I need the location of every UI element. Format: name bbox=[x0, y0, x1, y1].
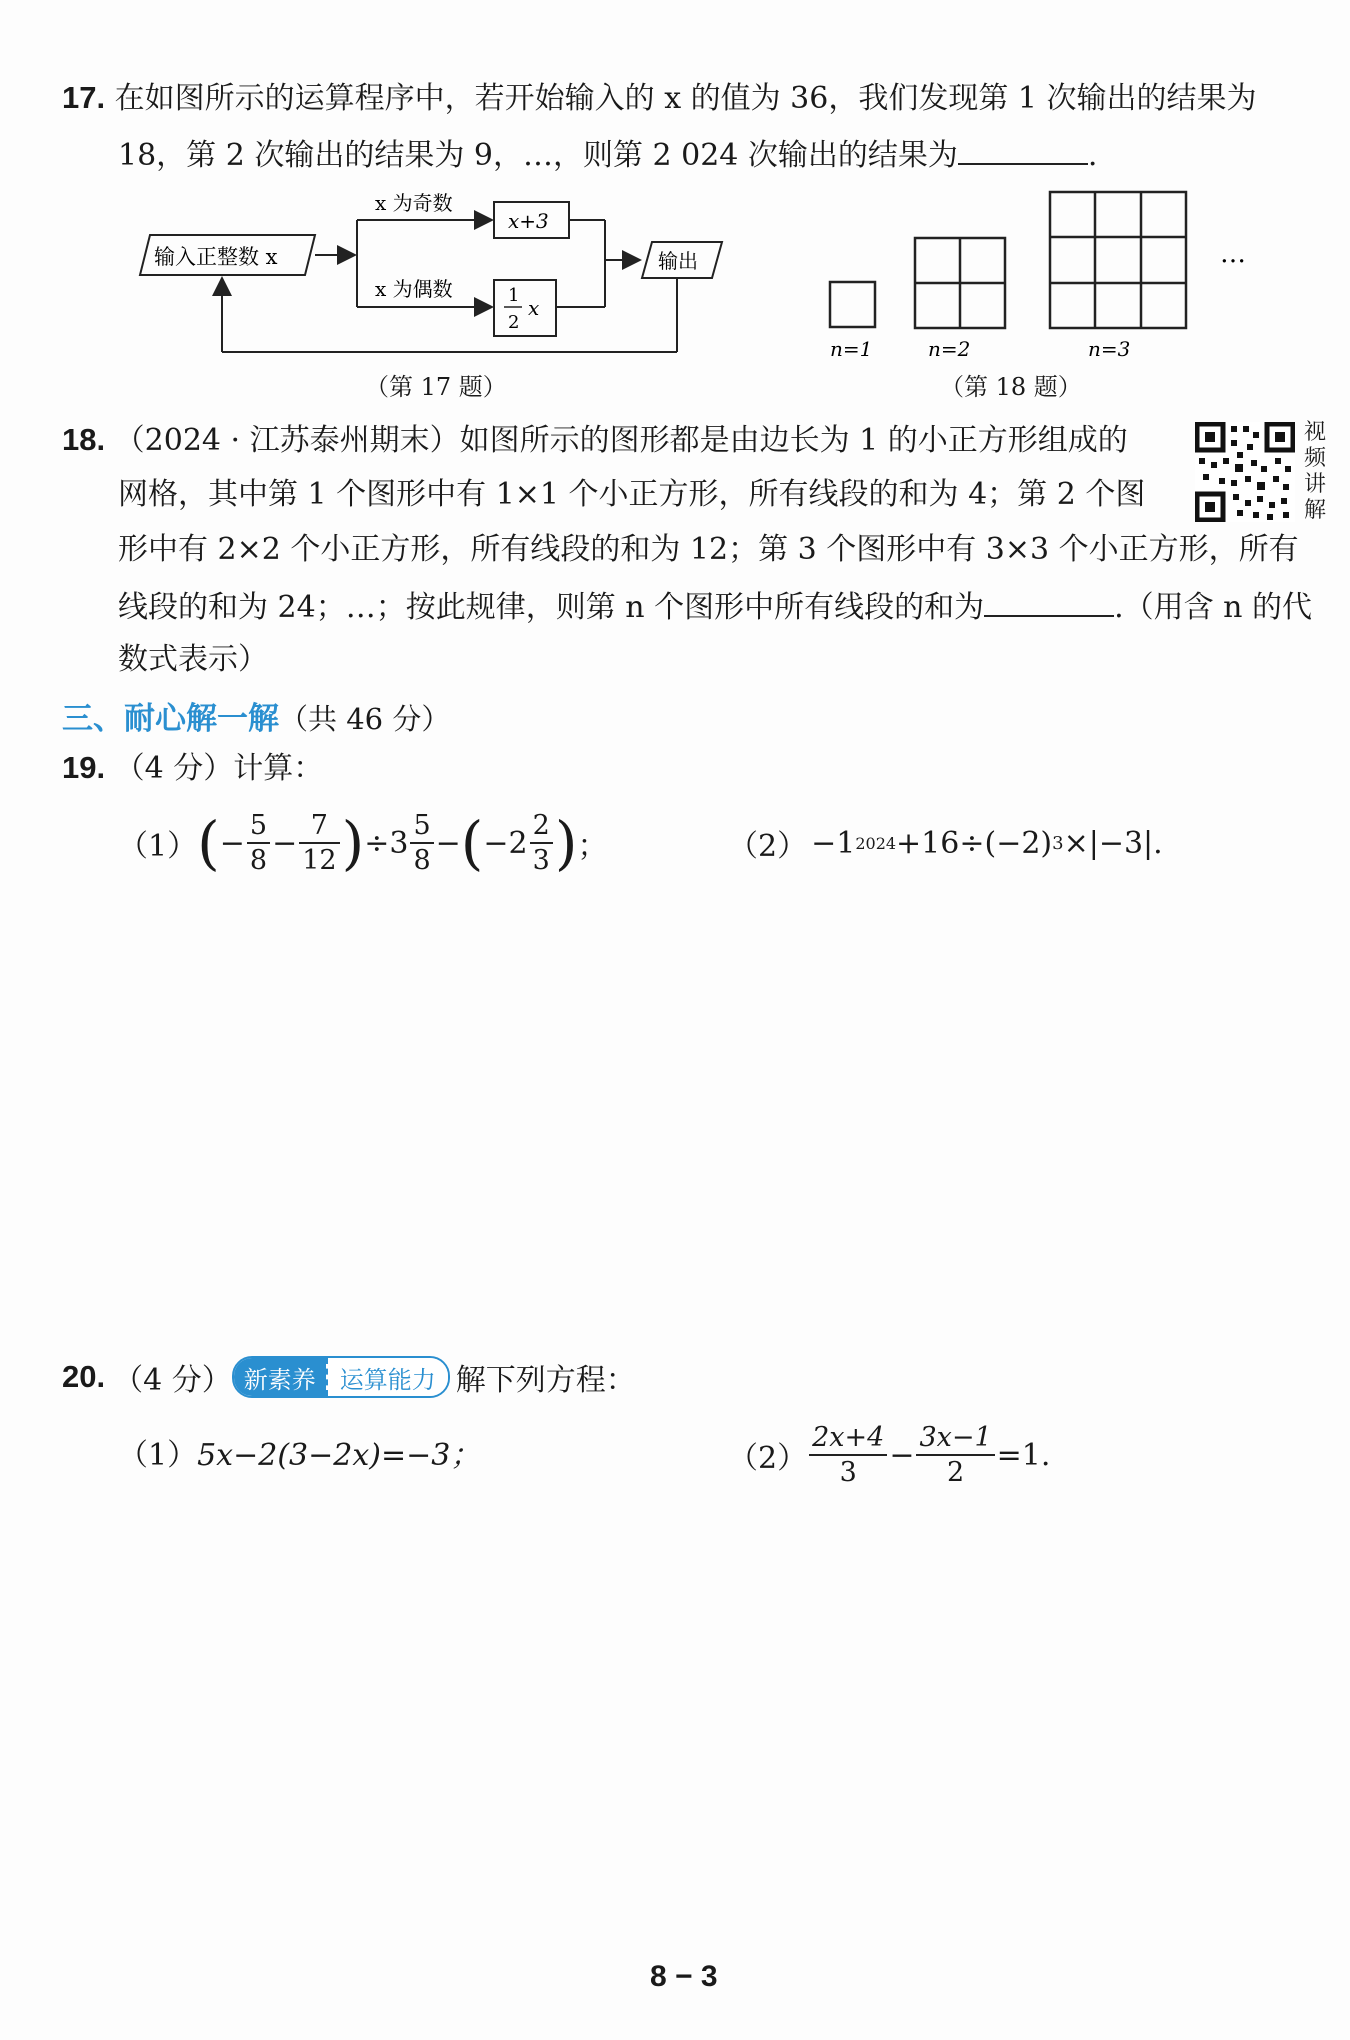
q19-p2-exp2: 3 bbox=[1052, 832, 1064, 854]
grid-n1 bbox=[830, 282, 875, 327]
q19-p1-frac2: $\frac{7}{12}$ bbox=[299, 812, 339, 874]
q19-p1-minus2: − bbox=[272, 825, 298, 861]
q19-p1-minus3: − bbox=[435, 825, 461, 861]
q20-p2-frac1: $\frac{2x+4}{3}$ bbox=[809, 1424, 887, 1486]
section3-header bbox=[62, 693, 450, 738]
q19-p1-inner: −2 bbox=[483, 825, 528, 861]
page-number: 8 − 3 bbox=[650, 1960, 718, 1993]
paren-open: ( bbox=[197, 809, 220, 877]
flow-even-var: x bbox=[528, 296, 540, 320]
qr-code-icon[interactable] bbox=[1195, 422, 1295, 522]
q20-head-pre: （4 分） bbox=[113, 1363, 232, 1398]
grid-label-n3: n=3 bbox=[1088, 337, 1131, 361]
q20-p1-eq: 5x−2(3−2x)=−3； bbox=[197, 1438, 481, 1473]
q19-p1-frac4: $\frac{2}{3}$ bbox=[530, 812, 553, 874]
q19-p2-c: ×|−3|. bbox=[1063, 825, 1163, 861]
q17-period: . bbox=[1087, 138, 1098, 173]
paren-close-2: ) bbox=[554, 809, 578, 877]
q19-p1-minus: − bbox=[219, 825, 245, 861]
q19-number: 19. bbox=[62, 750, 106, 785]
grid-n2 bbox=[915, 238, 1005, 328]
q19-p1-frac3: $\frac{5}{8}$ bbox=[410, 812, 433, 874]
q20-p2-minus: − bbox=[889, 1437, 915, 1473]
q20-p2-end: =1. bbox=[996, 1437, 1051, 1473]
q20-part2 bbox=[728, 1418, 1050, 1492]
q19-p1-label: （1） bbox=[118, 829, 198, 864]
q18-answer-blank[interactable] bbox=[984, 585, 1114, 617]
q20-p2-label: （2） bbox=[728, 1441, 808, 1476]
q19-p2-exp: 2024 bbox=[855, 833, 897, 853]
q18-text-line4-tail: .（用含 n 的代 bbox=[1114, 590, 1313, 625]
q19-p2-a: −1 bbox=[811, 825, 856, 861]
q19-head: （4 分）计算： bbox=[114, 751, 324, 786]
q18-line1 bbox=[62, 420, 1128, 461]
q18-number: 18. bbox=[62, 422, 106, 457]
badge-new-literacy: 新素养 bbox=[234, 1358, 326, 1396]
grid-label-n1: n=1 bbox=[830, 337, 873, 361]
qr-label: 视频讲解 bbox=[1303, 420, 1326, 523]
q17-caption: （第 17 题） bbox=[365, 373, 507, 401]
q17-answer-blank[interactable] bbox=[958, 133, 1088, 165]
flow-even-num: 1 bbox=[508, 285, 520, 306]
q19-heading bbox=[62, 748, 323, 789]
q17-line1 bbox=[62, 78, 1257, 119]
q18-caption: （第 18 题） bbox=[940, 373, 1082, 401]
q18-text-line3: 形中有 2×2 个小正方形，所有线段的和为 12；第 3 个图形中有 3×3 个小正方形，所有 bbox=[118, 532, 1299, 567]
q18-text-line2: 网格，其中第 1 个图形中有 1×1 个小正方形，所有线段的和为 4；第 2 个图 bbox=[118, 477, 1146, 512]
q20-number: 20. bbox=[62, 1359, 106, 1394]
q19-p1-frac1: $\frac{5}{8}$ bbox=[247, 812, 270, 874]
q20-head-post: 解下列方程： bbox=[455, 1363, 636, 1398]
paren-close: ) bbox=[341, 809, 365, 877]
q17-text-line1: 在如图所示的运算程序中，若开始输入的 x 的值为 36，我们发现第 1 次输出的结果为 bbox=[114, 81, 1257, 116]
q18-text-line5: 数式表示） bbox=[118, 642, 268, 677]
q17-number: 17. bbox=[62, 80, 106, 115]
grid-ellipsis: … bbox=[1220, 239, 1246, 269]
q17-line2 bbox=[118, 133, 1097, 176]
q18-text-line1: （2024 · 江苏泰州期末）如图所示的图形都是由边长为 1 的小正方形组成的 bbox=[114, 423, 1128, 458]
q19-part2 bbox=[728, 808, 1163, 878]
q19-p1-div: ÷3 bbox=[364, 825, 409, 861]
grid-label-n2: n=2 bbox=[928, 337, 971, 361]
q20-part1 bbox=[118, 1436, 480, 1476]
flow-odd-op: x+3 bbox=[508, 209, 549, 233]
q20-p2-frac2: $\frac{3x-1}{2}$ bbox=[916, 1424, 994, 1486]
flow-odd-label: x 为奇数 bbox=[375, 191, 453, 215]
paren-open-2: ( bbox=[460, 809, 484, 877]
grid-n3 bbox=[1050, 192, 1186, 328]
q20-p1-label: （1） bbox=[118, 1438, 198, 1473]
q19-p2-label: （2） bbox=[728, 829, 808, 864]
q18-text-line4: 线段的和为 24；…；按此规律，则第 n 个图形中所有线段的和为 bbox=[118, 590, 985, 625]
flow-even-den: 2 bbox=[508, 312, 520, 333]
badge-computation: 运算能力 bbox=[326, 1358, 448, 1396]
flow-even-box bbox=[494, 280, 556, 336]
flow-input-label: 输入正整数 x bbox=[154, 245, 278, 269]
section3-points: （共 46 分） bbox=[279, 702, 451, 736]
section3-title: 三、耐心解一解 bbox=[62, 701, 279, 736]
q20-heading bbox=[62, 1355, 636, 1399]
q17-text-line2: 18，第 2 次输出的结果为 9，…，则第 2 024 次输出的结果为 bbox=[118, 138, 958, 173]
flow-even-label: x 为偶数 bbox=[375, 277, 453, 301]
q18-grid-figure bbox=[820, 190, 1290, 365]
literacy-badge bbox=[232, 1356, 450, 1398]
q19-p2-b: +16÷(−2) bbox=[896, 825, 1053, 861]
flow-output-label: 输出 bbox=[658, 249, 698, 273]
q17-flowchart bbox=[130, 190, 740, 360]
q19-part1 bbox=[118, 808, 607, 878]
q18-line4 bbox=[118, 585, 1312, 628]
q19-p1-end: ； bbox=[577, 829, 608, 864]
